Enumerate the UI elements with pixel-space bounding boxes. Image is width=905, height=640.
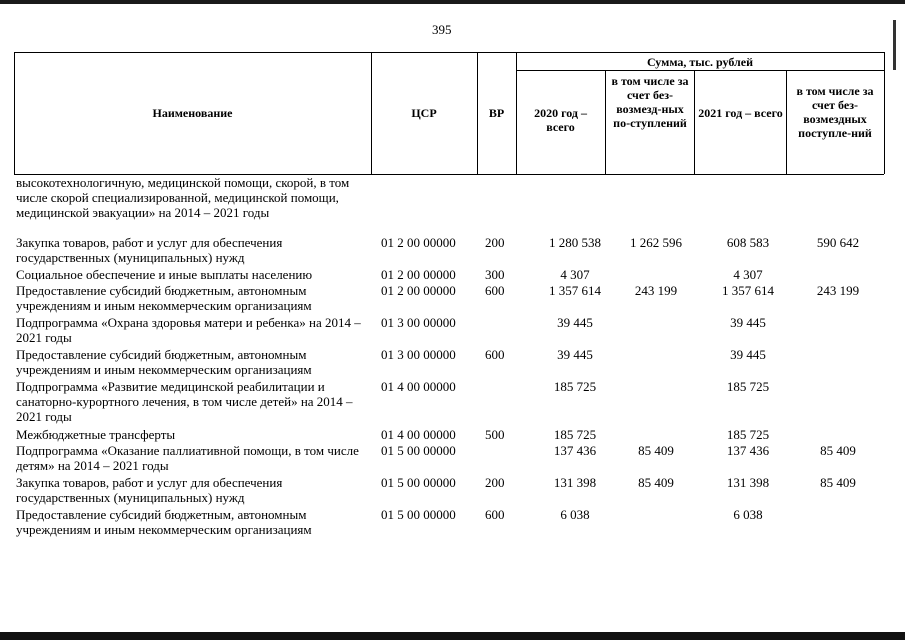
row-name: Подпрограмма «Развитие медицинской реабилитации и санаторно-курортного лечения, в том числе детей» на 2014 – 2021 годы [16,379,353,424]
row-2021-total: 185 725 [726,427,770,442]
row-2020-total: 185 725 [553,379,597,394]
row-2020-total: 1 280 538 [549,235,601,250]
row-2020-total: 1 357 614 [549,283,601,298]
table-row [14,427,884,443]
table-row [14,443,884,475]
header-csr: ЦСР [411,106,437,120]
row-2020-free: 1 262 596 [630,235,682,250]
row-csr: 01 2 00 00000 [381,283,456,298]
row-2021-free: 590 642 [816,235,860,250]
row-2021-free: 85 409 [820,443,856,458]
header-2021-total: 2021 год – всего [698,106,783,120]
row-2021-total: 6 038 [733,507,763,522]
row-csr: 01 5 00 00000 [381,443,456,458]
table-row [14,235,884,267]
table-body [14,175,884,539]
row-csr: 01 5 00 00000 [381,507,456,522]
row-name: Закупка товаров, работ и услуг для обеспечения государственных (муниципальных) нужд [16,475,283,505]
scan-side-mark [893,20,896,70]
row-name: Межбюджетные трансферты [16,427,176,442]
row-2020-free: 243 199 [634,283,678,298]
row-vr: 600 [485,507,505,522]
row-2020-total: 39 445 [557,347,593,362]
row-name: Подпрограмма «Оказание паллиативной помощи, в том числе детям» на 2014 – 2021 годы [16,443,359,473]
row-vr: 500 [485,427,505,442]
row-2021-total: 39 445 [730,315,766,330]
row-name: высокотехнологичную, медицинской помощи, скорой, в том числе скорой специализированной, медицинской помощи, медицинской эвакуации» на 2014 – 2021 годы [16,175,350,220]
table-row [14,315,884,347]
scan-top-edge [0,0,905,4]
row-name: Закупка товаров, работ и услуг для обеспечения государственных (муниципальных) нужд [16,235,283,265]
header-2021-free: в том числе за счет без-возмездных поступле-ний [796,84,874,140]
header-2020-free: в том числе за счет без-возмезд-ных по-ступлений [611,74,689,130]
row-vr: 600 [485,283,505,298]
row-2021-total: 4 307 [733,267,763,282]
row-name: Социальное обеспечение и иные выплаты населению [16,267,313,282]
row-2020-free: 85 409 [638,443,674,458]
row-name: Подпрограмма «Охрана здоровья матери и ребенка» на 2014 – 2021 годы [16,315,361,345]
row-csr: 01 2 00 00000 [381,235,456,250]
row-2021-total: 608 583 [726,235,770,250]
page-number: 395 [432,22,452,37]
row-vr: 300 [485,267,505,282]
table-row [14,283,884,315]
row-2021-total: 137 436 [726,443,770,458]
row-csr: 01 3 00 00000 [381,347,456,362]
row-2021-total: 39 445 [730,347,766,362]
table-row [14,475,884,507]
row-2021-total: 185 725 [726,379,770,394]
row-2020-total: 39 445 [557,315,593,330]
table-row [14,175,884,235]
header-vr: ВР [488,106,505,120]
row-name: Предоставление субсидий бюджетным, автономным учреждениям и иным некоммерческим организациям [16,507,312,537]
row-2021-free: 243 199 [816,283,860,298]
row-2020-total: 4 307 [560,267,590,282]
row-2021-total: 131 398 [726,475,770,490]
row-2020-total: 131 398 [553,475,597,490]
row-vr: 200 [485,235,505,250]
row-csr: 01 2 00 00000 [381,267,456,282]
row-2021-free: 85 409 [820,475,856,490]
table-row [14,379,884,427]
row-2020-total: 6 038 [560,507,590,522]
row-2020-free: 85 409 [638,475,674,490]
row-vr: 600 [485,347,505,362]
table-row [14,347,884,379]
header-2020-total: 2020 год – всего [534,106,587,134]
row-name: Предоставление субсидий бюджетным, автономным учреждениям и иным некоммерческим организациям [16,347,312,377]
table-row [14,507,884,539]
row-csr: 01 5 00 00000 [381,475,456,490]
row-2020-total: 185 725 [553,427,597,442]
header-name: Наименование [152,106,233,120]
row-vr: 200 [485,475,505,490]
row-name: Предоставление субсидий бюджетным, автономным учреждениям и иным некоммерческим организациям [16,283,312,313]
header-sum-group: Сумма, тыс. рублей [646,55,754,69]
row-2021-total: 1 357 614 [722,283,774,298]
row-csr: 01 4 00 00000 [381,427,456,442]
row-2020-total: 137 436 [553,443,597,458]
scan-bottom-edge [0,632,905,640]
row-csr: 01 4 00 00000 [381,379,456,394]
table-row [14,267,884,283]
row-csr: 01 3 00 00000 [381,315,456,330]
